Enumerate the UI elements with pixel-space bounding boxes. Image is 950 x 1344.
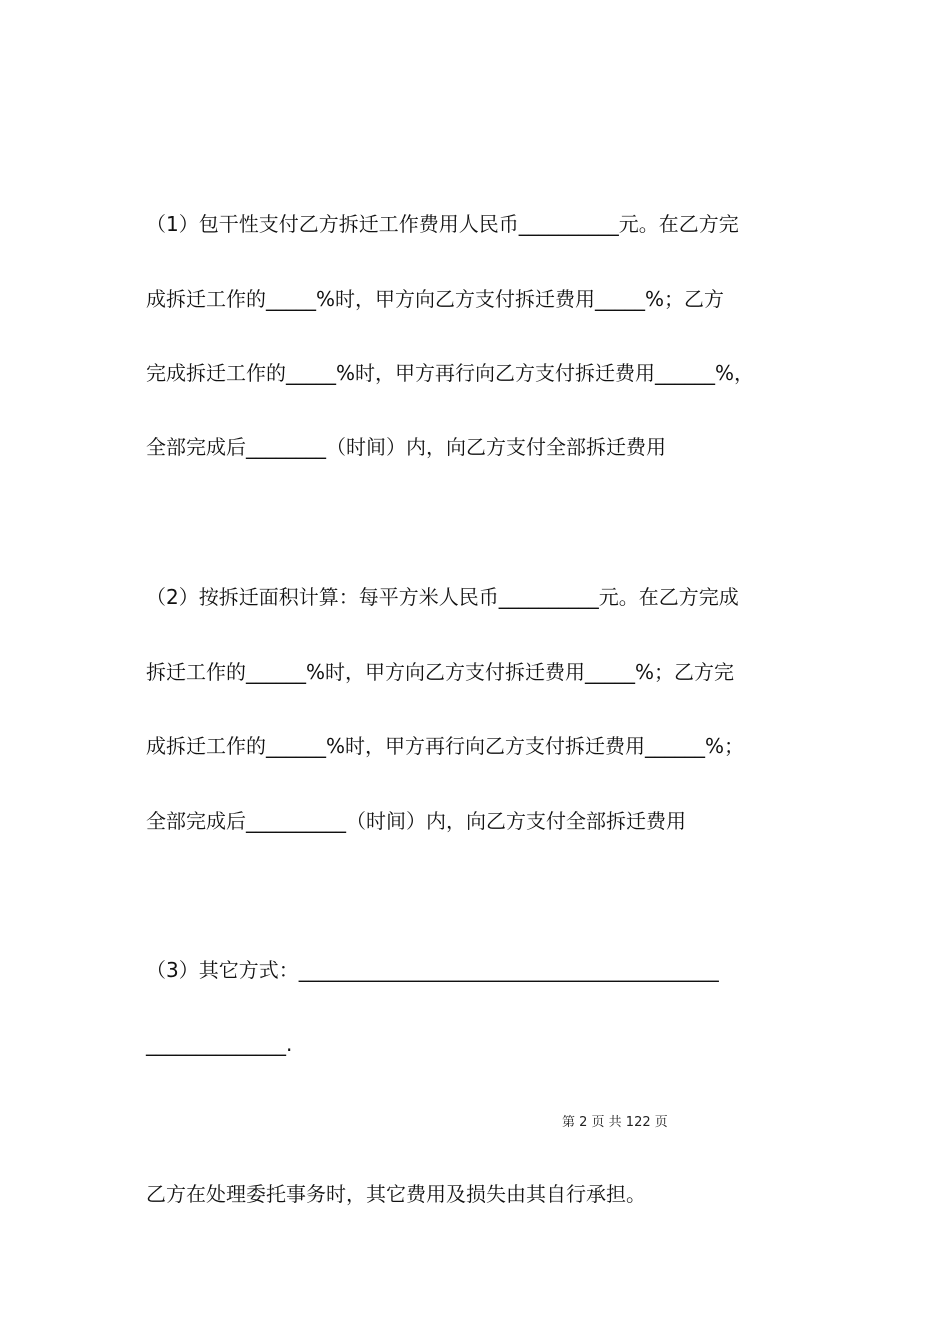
paragraph-line: 拆迁工作的______%时，甲方向乙方支付拆迁费用_____%；乙方完 — [146, 660, 735, 684]
paragraph-line: （2）按拆迁面积计算：每平方米人民币__________元。在乙方完成 — [146, 585, 739, 609]
page-number: 第 2 页 共 122 页 — [562, 1115, 668, 1130]
paragraph-line: 成拆迁工作的_____%时，甲方向乙方支付拆迁费用_____%；乙方 — [146, 287, 725, 311]
paragraph-line: 全部完成后________（时间）内，向乙方支付全部拆迁费用 — [146, 435, 666, 459]
paragraph-line: 成拆迁工作的______%时，甲方再行向乙方支付拆迁费用______%； — [146, 734, 745, 758]
paragraph-line: 全部完成后__________（时间）内，向乙方支付全部拆迁费用 — [146, 809, 686, 833]
paragraph-line: （1）包干性支付乙方拆迁工作费用人民币__________元。在乙方完 — [146, 212, 739, 236]
paragraph-line: （3）其它方式：__________________________________________ — [146, 958, 719, 982]
closing-paragraph: 乙方在处理委托事务时，其它费用及损失由其自行承担。 — [146, 1182, 646, 1206]
paragraph-line: ______________. — [146, 1032, 293, 1056]
paragraph-line: 完成拆迁工作的_____%时，甲方再行向乙方支付拆迁费用______%， — [146, 361, 755, 385]
